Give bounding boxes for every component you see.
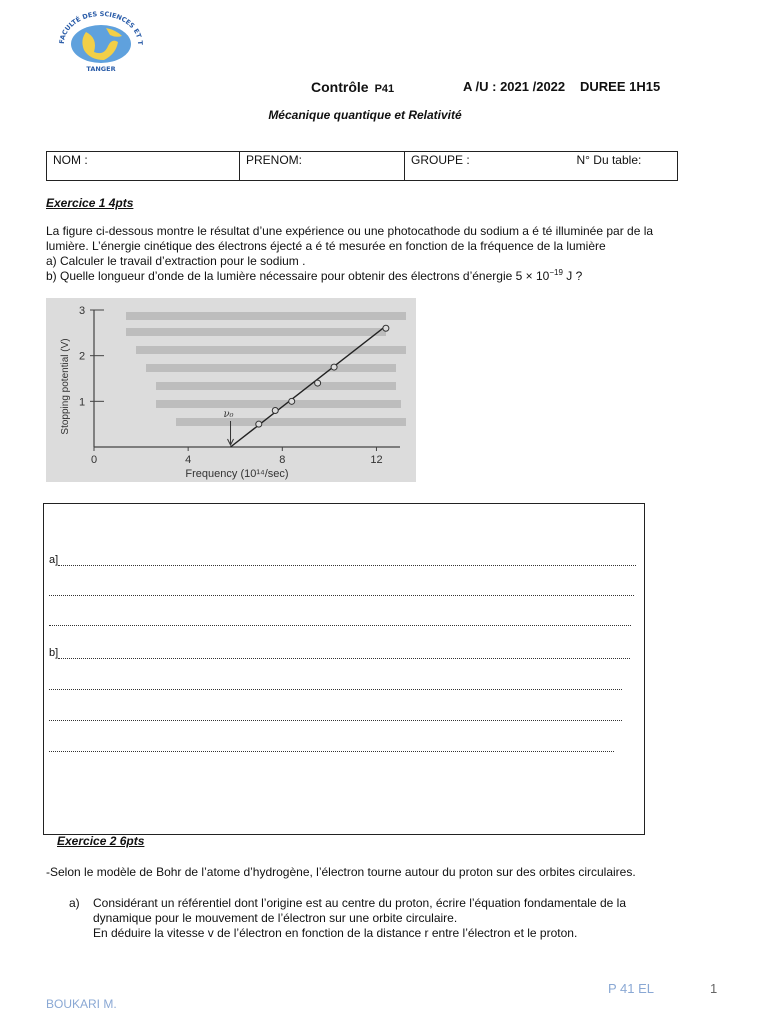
exercise1-question-a: a) Calculer le travail d’extraction pour le sodium . [46,254,306,268]
exercise1-title: Exercice 1 4pts [46,196,134,210]
page-number: 1 [710,981,718,996]
x-tick-label: 0 [90,454,98,466]
answer-label-a: a] [49,554,59,566]
answer-line[interactable] [49,709,622,721]
data-point [289,398,295,404]
exercise1-question-b: b) Quelle longueur d’onde de la lumière nécessaire pour obtenir des électrons d’énergie $5 \times 10^{-19}$ J ? [46,268,583,283]
exercise1-statement [46,224,726,284]
y-tick-label: 1 [78,396,86,409]
nom-cell[interactable]: NOM : [47,152,240,181]
exercise2-question-a: Considérant un référentiel dont l’origine est au centre du proton, écrire l’équation fondamentale de la dynamique pour le mouvement de l’électron sur une orbite circulaire. En déduire la vitesse v de l’électron en fonction de la distance r entre l’électron et le proton. [93,896,627,940]
threshold-label: ν₀ [223,409,234,420]
answer-line-a[interactable] [49,554,636,566]
x-tick-label: 4 [185,454,192,466]
groupe-label: GROUPE : [411,153,470,167]
academic-year: A /U : 2021 /2022 [463,79,566,94]
answer-line[interactable] [49,584,634,596]
exercise1-line1: La figure ci-dessous montre le résultat d’une expérience ou une photocathode du sodium a é té illuminée par de la [46,224,654,238]
exercise2-title: Exercice 2 6pts [57,834,145,848]
answer-line[interactable] [49,740,614,752]
exam-title: Contrôle P41 [311,79,395,95]
exercise2-question-a-label: a) [69,896,80,910]
answer-line[interactable] [49,678,622,690]
exam-duration: DUREE 1H15 [580,79,661,94]
footer-code: P 41 EL [608,981,655,996]
x-axis-label: Frequency (10¹⁴/sec) [185,468,289,480]
x-tick-label: 12 [370,454,383,466]
student-id-table [46,151,678,181]
groupe-table-cell[interactable] [405,152,678,181]
prenom-cell[interactable]: PRENOM: [240,152,405,181]
answer-box[interactable] [43,503,645,835]
exercise2-intro: -Selon le modèle de Bohr de l’atome d’hydrogène, l’électron tourne autour du proton sur des orbites circulaires. [46,865,636,879]
logo-city: TANGER [86,65,116,73]
data-point [331,364,337,370]
answer-label-b: b] [49,647,59,659]
answer-line-b[interactable] [49,647,630,659]
x-tick-label: 8 [279,454,286,466]
answer-line[interactable] [49,614,631,626]
table-number-label: N° Du table: [576,153,642,167]
author-name: BOUKARI M. [46,997,117,1011]
chart-svg [46,298,416,482]
y-tick-label: 2 [78,350,86,363]
y-tick-label: 3 [78,305,86,317]
faculty-logo [46,8,156,74]
data-point [272,407,278,413]
photoelectric-graph [46,298,416,482]
data-point [315,380,321,386]
course-subtitle: Mécanique quantique et Relativité [268,108,462,122]
data-point [383,325,389,331]
y-axis-label: Stopping potential (V) [60,338,71,435]
data-point [256,421,262,427]
logo-ring-text: FACULTÉ DES SCIENCES ET T [57,9,145,46]
exercise1-line2: lumière. L’énergie cinétique des électrons éjecté a é té mesurée en fonction de la fréquence de la lumière [46,239,606,253]
